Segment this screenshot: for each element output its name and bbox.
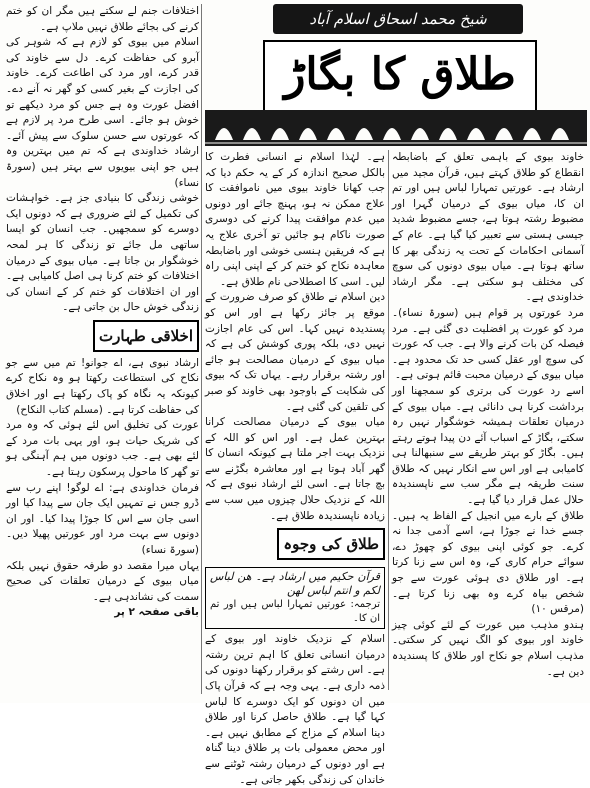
paragraph: ہندو مذہب میں عورت کے لئے کوئی چیز خاوند اور بیوی کو الگ نہیں کر سکتی۔ مذہب اسلام جو نکاح اور طلاق کا پسندیدہ دین ہے۔: [392, 618, 584, 678]
paragraph: میاں بیوی کے درمیان مصالحت کرانا بہترین عمل ہے۔ اور اس کو اللہ کے نزدیک بہت اجر ملتا ہے کیونکہ انسان کا گھر آباد ہوتا ہے اور معاشرہ بگڑنے سے بچ جاتا ہے۔ اسی لئے ارشاد نبوی ہے کہ اللہ کے نزدیک حلال چیزوں میں سب سے زیادہ ناپسندیدہ طلاق ہے۔: [205, 416, 385, 522]
column-divider: [388, 150, 389, 690]
paragraph: طلاق کے بارے میں انجیل کے الفاظ یہ ہیں۔ جسے خدا نے جوڑا ہے، اسے آدمی جدا نہ کرے۔ جو کوئی اپنی بیوی کو چھوڑ دے، سوائے حرام کاری کے، وہ اس سے زنا کرتا ہے۔ اور طلاق دی ہوئی عورت سے جو شخص بیاہ کرے وہ بھی زنا کرتا ہے۔ (مرقس ۱۰): [392, 509, 584, 616]
ornament-border-icon: [205, 110, 587, 146]
verse-translation: ترجمہ: عورتیں تمہارا لباس ہیں اور تم ان کا۔: [210, 599, 380, 625]
article-column-left: [6, 4, 199, 698]
continued-on-page: باقی صفحہ ۲ پر: [114, 606, 199, 619]
article-column-middle: [205, 150, 385, 786]
paragraph: فرمان خداوندی ہے: اے لوگو! اپنے رب سے ڈرو جس نے تمہیں ایک جان سے پیدا کیا اور اسی جان سے اس کا جوڑا پیدا کیا۔ اور ان دونوں سے بہت مرد اور عورتیں پھیلا دیں۔ (سورۃ نساء): [6, 481, 199, 556]
paragraph: خاوند بیوی کے باہمی تعلق کے باضابطہ انقطاع کو طلاق کہتے ہیں، قرآن مجید میں ارشاد ہے۔ عورتیں تمہارا لباس ہیں اور تم ان کا، میاں بیوی کے درمیان گہرا اور مضبوط رشتہ ہوتا ہے، جسے مضبوط شدید جیسی ہستی سے تعبیر کیا گیا ہے۔ عام کے آسمانی احکامات کے تحت یہ زندگی بھر کا ساتھ ہوتا ہے۔ میاں بیوی دونوں کی سوچ کی مختلف ہو سکتی ہے۔ مگر ارشاد خداوندی ہے۔: [392, 151, 584, 304]
paragraph: اسے رد عورت کی برتری کو سمجھنا اور برداشت کرنا ہی دانائی ہے۔ میاں بیوی کے درمیان تعلقات ہمیشہ خوشگوار نہیں رہ سکتے، بگاڑ کے اسباب آئے دن پیدا ہوتے رہتے ہیں۔ بگاڑ کو بہتر طریقے سے سنبھالنا ہی کامیابی ہے اور اس سے انکار نہیں کہ طلاق سنت طریقہ ہے مگر سب سے ناپسندیدہ حلال عمل قرار دیا گیا ہے۔: [392, 384, 584, 507]
paragraph: عورت کی تخلیق اس لئے ہوئی کہ وہ مرد کی شریک حیات ہو، اور یہی بات مرد کے لئے بھی ہے۔ جب دونوں میں ہم آہنگی ہو تو گھر کا ماحول پرسکون رہتا ہے۔: [6, 419, 199, 479]
article-headline: طلاق کا بگاڑ: [263, 40, 537, 112]
paragraph: یہاں میرا مقصد دو طرفہ حقوق نہیں بلکہ میاں بیوی کے درمیان تعلقات کی صحیح سمت کی نشاندہی ہے۔: [6, 559, 199, 603]
paragraph: اختلافات جنم لے سکتے ہیں مگر ان کو ختم کرنے کی بجائے طلاق نہیں ملاپ ہے۔: [6, 5, 199, 33]
article-column-right: [392, 150, 584, 696]
paragraph: مرد عورتوں پر قوام ہیں (سورۃ نساء)۔ مرد کو عورت پر افضلیت دی گئی ہے۔ مرد فیصلہ کن بات کرنے والا ہے۔ جب کہ عورت کی سوچ اور عقل کسی حد تک محدود ہے۔ میاں بیوی کے درمیان محبت قائم ہوتی ہے۔: [392, 306, 584, 382]
subheading-akhlaqi-taharat: اخلاقی طہارت: [93, 320, 199, 352]
paragraph: ارشاد نبوی ہے، اے جوانو! تم میں سے جو نکاح کی استطاعت رکھتا ہو وہ نکاح کرے کیونکہ یہ نگاہ کو پاک رکھتا ہے اور اخلاق کی حفاظت کرتا ہے۔ (مسلم کتاب النکاح): [6, 356, 199, 416]
paragraph: اسلام کے نزدیک خاوند اور بیوی کے درمیان انسانی تعلق کا اہم ترین رشتہ ہے۔ اس رشتے کو برقرار رکھنا دونوں کی ذمہ داری ہے۔ یہی وجہ ہے کہ قرآن پاک میں ان دونوں کو ایک دوسرے کا لباس کہا گیا ہے۔ طلاق حاصل کرنا اور طلاق دینا اسلام کے مزاج کے مطابق نہیں ہے۔ اور محض معمولی بات پر طلاق دینا گناہ ہے اور دونوں کے درمیان رشتہ ٹوٹنے سے خاندان کی زندگی بکھر جاتی ہے۔: [205, 633, 385, 786]
subheading-talaq-ki-wujooh: طلاق کی وجوہ: [277, 528, 385, 560]
paragraph: خوشی زندگی کا بنیادی جز ہے۔ خواہشات کی تکمیل کے لئے ضروری ہے کہ دونوں ایک دوسرے کو سمجھیں۔ جب انسان کو ایسا ساتھی مل جائے تو زندگی کا ہر لمحہ خوشگوار بن جاتا ہے۔ میاں بیوی کے درمیان اختلافات کو ختم کرنا ہی اصل کامیابی ہے۔ اور ان اختلافات کو ختم کر کے انسان کی زندگی خوش حال بن جاتی ہے۔: [6, 192, 199, 314]
verse-text: قرآن حکیم میں ارشاد ہے۔ ھن لباس لکم و انتم لباس لھن: [210, 570, 380, 598]
column-divider: [201, 4, 202, 694]
paragraph: ہے۔ لہٰذا اسلام نے انسانی فطرت کا بالکل صحیح اندازہ کر کے یہ حکم دیا کہ جب کھانا خاوند بیوی میں ناموافقت کا علاج ممکن نہ ہو، پہنچ جائے اور دونوں میں عدم موافقت پیدا کرنے کی دوسری صورت ناکام ہو جائیں تو آخری علاج یہ ہے کہ فریقین ہنسی خوشی اور باضابطہ معاہدہ نکاح کو ختم کر کے اپنی اپنی راہ لیں۔ اسی کا اصطلاحی نام طلاق ہے۔: [205, 151, 385, 288]
paragraph: اسلام میں بیوی کو لازم ہے کہ شوہر کی آبرو کی حفاظت کرے۔ دل سے خاوند کی قدر کرے، اور مرد کی اطاعت کرے۔ خاوند کی اجازت کے بغیر کسی کو گھر نہ آنے دے۔ افضل عورت وہ ہے جس کو مرد دیکھے تو خوش ہو جائے۔ اسی طرح مرد پر لازم ہے کہ عورتوں سے حسن سلوک سے پیش آئے۔ ارشاد خداوندی ہے کہ تم میں بہترین وہ ہیں جو اپنی بیویوں سے بہتر ہیں (سورۃ نساء): [6, 36, 199, 189]
author-byline: شیخ محمد اسحاق اسلام آباد: [273, 4, 523, 34]
paragraph: دین اسلام نے طلاق کو صرف ضرورت کے موقع پر جائز رکھا ہے اور اس کو پسندیدہ نہیں کہا۔ اس کی عام اجازت نہیں دی، بلکہ پوری کوشش کی ہے کہ میاں بیوی کے درمیان مصالحت ہو جائے اور رشتہ برقرار رہے۔ یہاں تک کہ بیوی کی شکایت کے باوجود بھی خاوند کو صبر کی تلقین کی گئی ہے۔: [205, 291, 385, 413]
quran-verse-box: [205, 567, 385, 629]
article-header: [205, 2, 587, 147]
